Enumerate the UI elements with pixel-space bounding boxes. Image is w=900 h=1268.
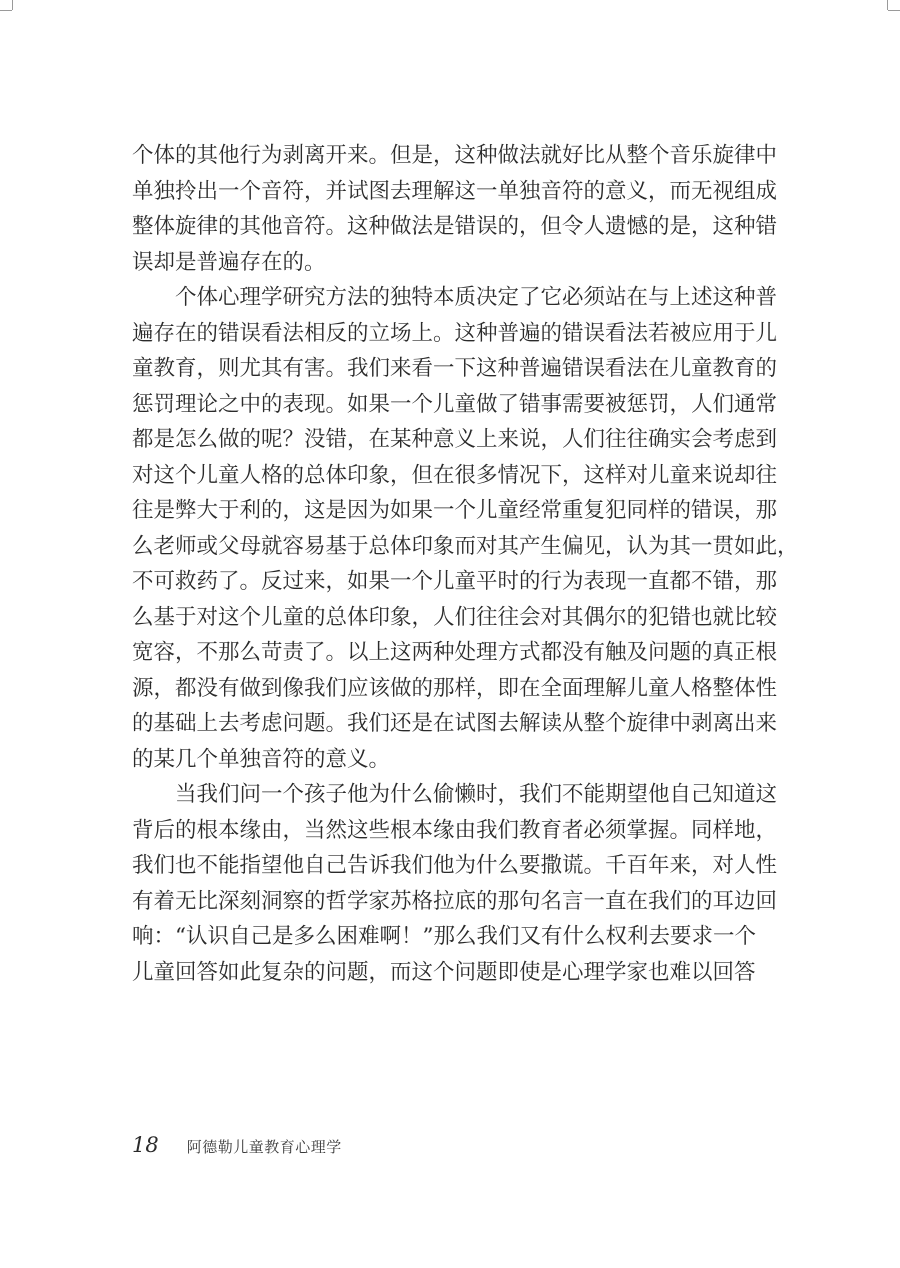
text-line: 我们也不能指望他自己告诉我们他为什么要撒谎。千百年来，对人性: [132, 853, 778, 878]
paragraph-first-line: 当我们问一个孩子他为什么偷懒时，我们不能期望他自己知道这: [175, 782, 778, 807]
text-line: 么基于对这个儿童的总体印象，人们往往会对其偶尔的犯错也就比较: [132, 604, 778, 630]
text-line: 宽容，不那么苛责了。以上这两种处理方式都没有触及问题的真正根: [132, 640, 778, 665]
page-number: 18: [132, 1133, 159, 1157]
text-line: 童教育，则尤其有害。我们来看一下这种普遍错误看法在儿童教育的: [132, 356, 778, 381]
page-footer: [132, 1133, 342, 1163]
text-line: 对这个儿童人格的总体印象，但在很多情况下，这样对儿童来说却往: [132, 462, 778, 488]
text-line: 的某几个单独音符的意义。: [132, 746, 391, 772]
text-line: 整体旋律的其他音符。这种做法是错误的，但令人遗憾的是，这种错: [132, 214, 778, 239]
text-line: 个体的其他行为剥离开来。但是，这种做法就好比从整个音乐旋律中: [132, 143, 778, 168]
crop-mark-top-right-vertical: [887, 0, 888, 10]
text-line: 遍存在的错误看法相反的立场上。这种普遍的错误看法若被应用于儿: [132, 320, 778, 346]
crop-mark-top-left-horizontal: [0, 10, 12, 11]
paragraph-first-line: 个体心理学研究方法的独特本质决定了它必须站在与上述这种普: [175, 285, 778, 310]
text-line: 都是怎么做的呢？没错，在某种意义上来说，人们往往确实会考虑到: [132, 427, 778, 452]
text-line: 惩罚理论之中的表现。如果一个儿童做了错事需要被惩罚，人们通常: [132, 391, 778, 417]
text-line: 有着无比深刻洞察的哲学家苏格拉底的那句名言一直在我们的耳边回: [132, 888, 778, 914]
text-line: 儿童回答如此复杂的问题，而这个问题即使是心理学家也难以回答: [132, 959, 756, 985]
text-line: 单独拎出一个音符，并试图去理解这一单独音符的意义，而无视组成: [132, 178, 778, 204]
running-title: 阿德勒儿童教育心理学: [186, 1138, 342, 1156]
text-line: 不可救药了。反过来，如果一个儿童平时的行为表现一直都不错，那: [132, 569, 778, 594]
text-line: 往是弊大于利的，这是因为如果一个儿童经常重复犯同样的错误，那: [132, 498, 778, 523]
text-line: 响：“认识自己是多么困难啊！”那么我们又有什么权利去要求一个: [132, 924, 756, 949]
text-line: 背后的根本缘由，当然这些根本缘由我们教育者必须掌握。同样地，: [132, 817, 778, 843]
crop-mark-top-right-horizontal: [888, 10, 900, 11]
text-line: 误却是普遍存在的。: [132, 249, 326, 275]
body-text: [132, 138, 799, 990]
crop-mark-top-left-vertical: [12, 0, 13, 10]
text-line: 的基础上去考虑问题。我们还是在试图去解读从整个旋律中剥离出来: [132, 711, 778, 736]
text-line: 源，都没有做到像我们应该做的那样，即在全面理解儿童人格整体性: [132, 675, 778, 701]
text-line: 么老师或父母就容易基于总体印象而对其产生偏见，认为其一贯如此，: [132, 533, 799, 559]
